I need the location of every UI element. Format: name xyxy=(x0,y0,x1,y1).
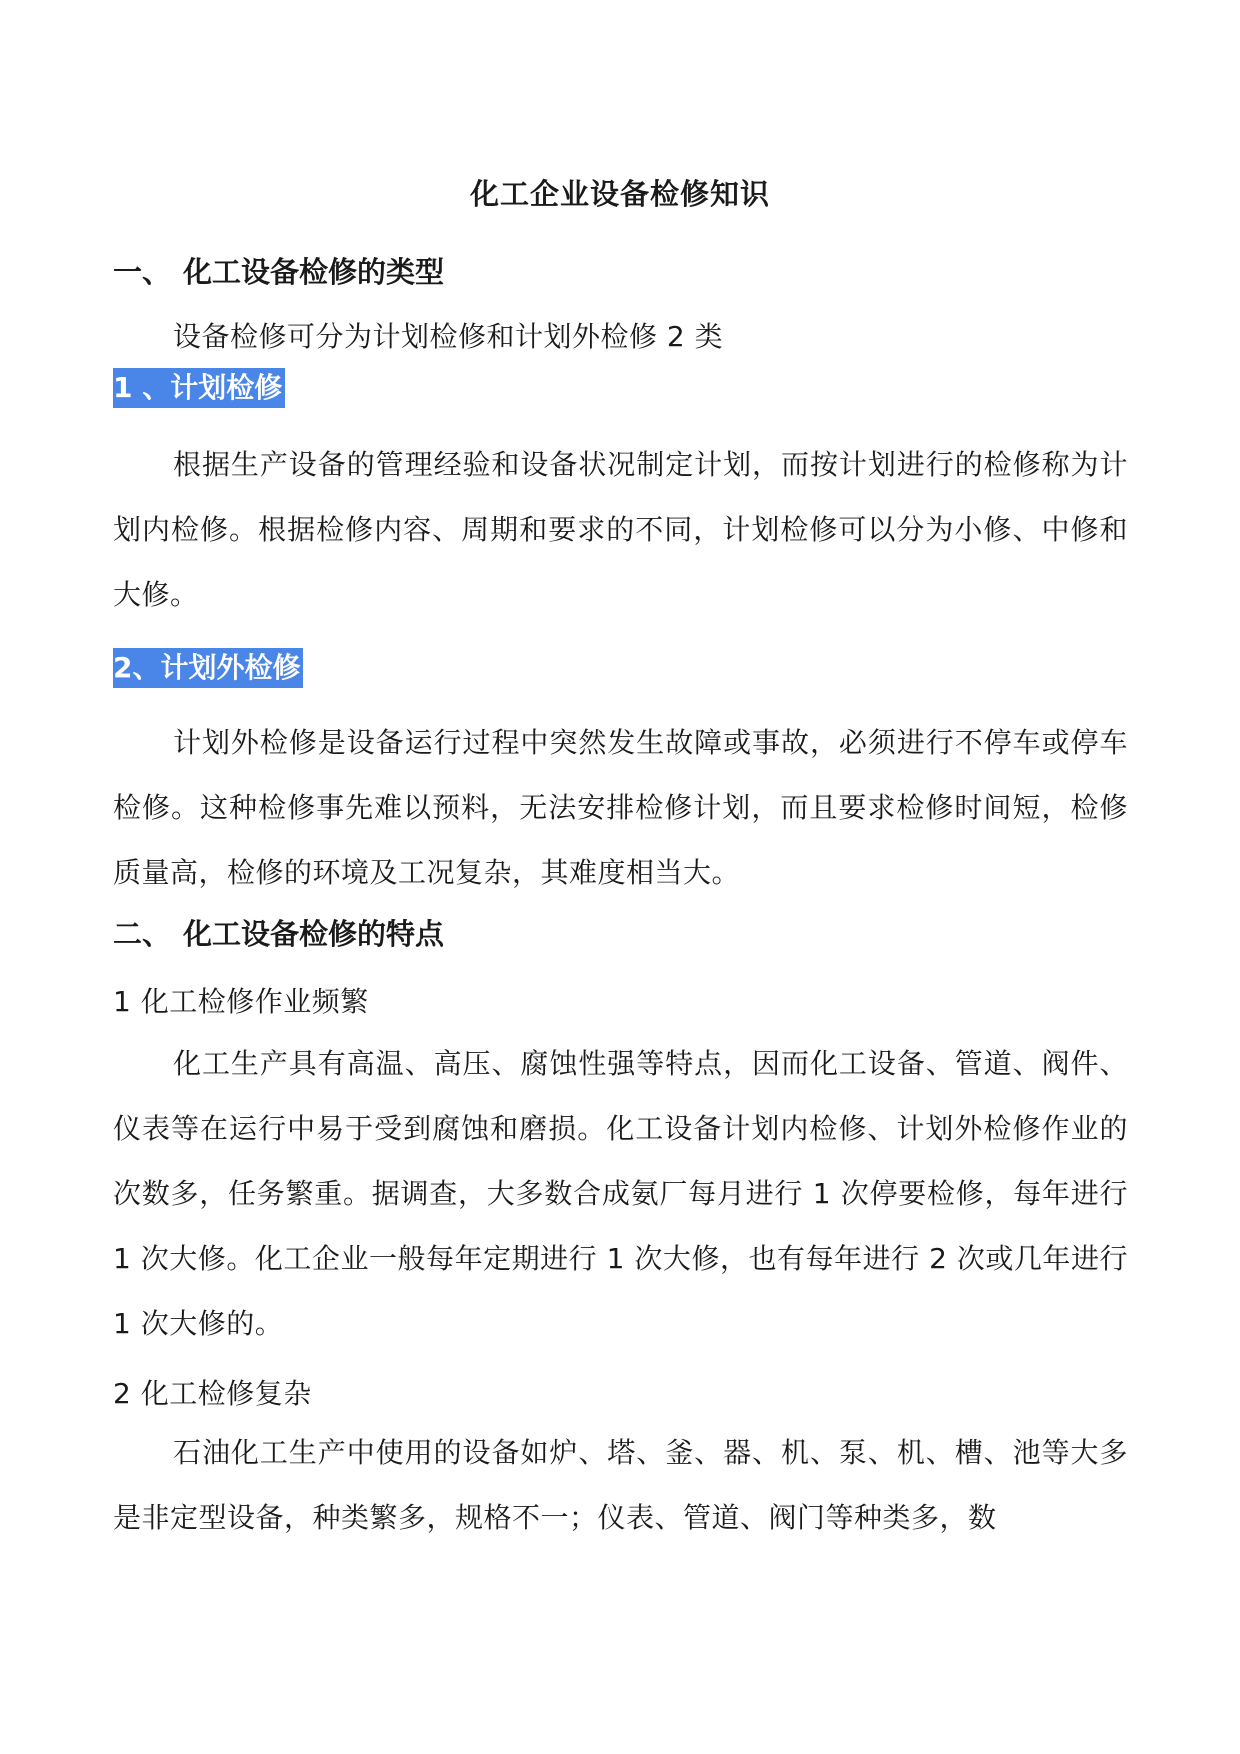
section-heading-2 xyxy=(113,912,444,953)
subheading-planned-repair: 1 、计划检修 xyxy=(113,368,285,408)
list-item-frequent: 1 化工检修作业频繁 xyxy=(113,985,369,1018)
section-heading-1 xyxy=(113,250,444,291)
section-title: 化工设备检修的特点 xyxy=(183,917,445,951)
paragraph-complex: 石油化工生产中使用的设备如炉、塔、釜、器、机、泵、机、槽、池等大多是非定型设备，种类繁多，规格不一；仪表、管道、阀门等种类多，数 xyxy=(113,1436,1128,1534)
paragraph-unplanned-repair: 计划外检修是设备运行过程中突然发生故障或事故，必须进行不停车或停车检修。这种检修事先难以预料，无法安排检修计划，而且要求检修时间短，检修质量高，检修的环境及工况复杂，其难度相当大。 xyxy=(113,726,1128,889)
paragraph-planned-repair: 根据生产设备的管理经验和设备状况制定计划，而按计划进行的检修称为计划内检修。根据检修内容、周期和要求的不同，计划检修可以分为小修、中修和大修。 xyxy=(113,448,1128,611)
intro-line: 设备检修可分为计划检修和计划外检修 2 类 xyxy=(173,320,724,353)
section-title: 化工设备检修的类型 xyxy=(183,255,445,289)
subheading-unplanned-repair: 2、计划外检修 xyxy=(113,648,303,688)
paragraph-frequent: 化工生产具有高温、高压、腐蚀性强等特点，因而化工设备、管道、阀件、仪表等在运行中易于受到腐蚀和磨损。化工设备计划内检修、计划外检修作业的次数多，任务繁重。据调查，大多数合成氨厂每月进行 1 次停要检修，每年进行 1 次大修。化工企业一般每年定期进行 1 次大修，也有每年进行 2 次或几年进行 1 次大修的。 xyxy=(113,1047,1128,1340)
list-item-complex: 2 化工检修复杂 xyxy=(113,1377,312,1410)
document-title: 化工企业设备检修知识 xyxy=(469,177,770,211)
section-number: 一、 xyxy=(113,255,172,289)
section-number: 二、 xyxy=(113,917,172,951)
